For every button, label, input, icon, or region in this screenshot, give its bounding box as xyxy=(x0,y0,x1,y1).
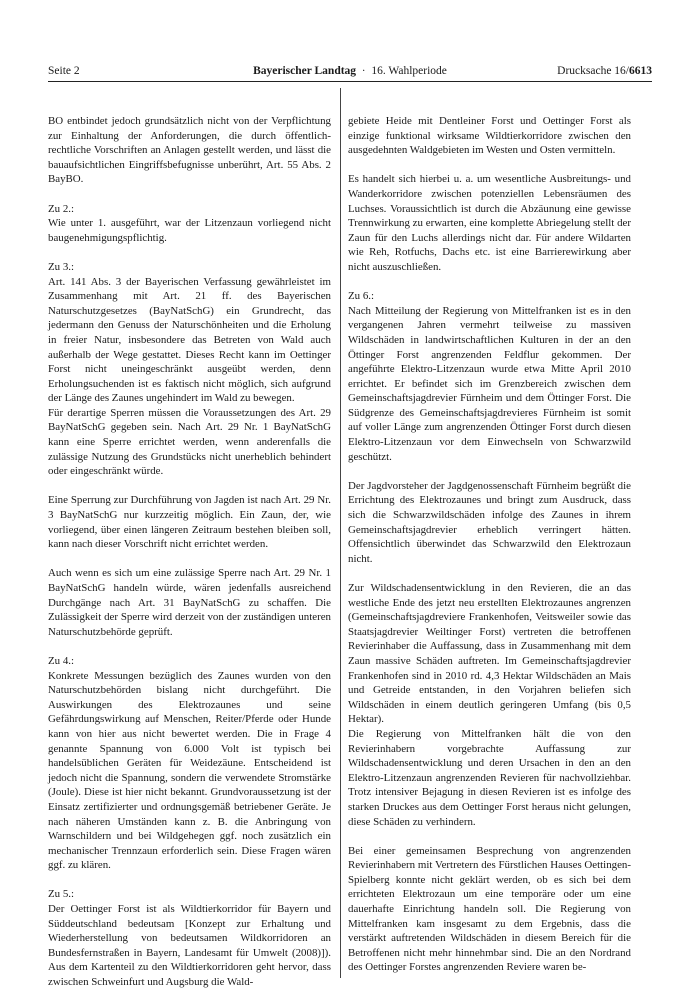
paragraph: Eine Sperrung zur Durchführung von Jagden ist nach Art. 29 Nr. 3 BayNatSchG nur kurzzeitig möglich. Ein Zaun, der, wie vorliegend, über einen längeren Zeitraum bestehen bleiben soll, kann nach dieser Vorschrift nicht errichtet werden. xyxy=(48,494,331,551)
parliament-name: Bayerischer Landtag xyxy=(253,65,357,77)
section-heading: Zu 5.: xyxy=(48,888,75,901)
paragraph: Wie unter 1. ausgeführt, war der Litzenzaun vorliegend nicht baugenehmigungspflichtig. xyxy=(48,217,331,244)
paragraph: Der Jagdvorsteher der Jagdgenossenschaft Fürnheim begrüßt die Errichtung des Elektrozaunes und bringt zum Ausdruck, dass sich die Schwarzwildschäden infolge des Zaunes in ihrem Gemeinschaftsjagdrevier erheblich verringert hätten. Offensichtlich überwindet das Schwarzwild den Elektrozaun nicht. xyxy=(348,479,631,565)
paragraph: Auch wenn es sich um eine zulässige Sperre nach Art. 29 Nr. 1 BayNatSchG handeln würde, wären jedenfalls ausreichend Durchgänge nach Art. 31 BayNatSchG zu schaffen. Die Zulässigkeit der Sperre wird derzeit von der zuständigen unteren Naturschutzbehörde geprüft. xyxy=(48,567,331,638)
paragraph: Konkrete Messungen bezüglich des Zaunes wurden von den Naturschutzbehörden bislang nicht durchgeführt. Die Auswirkungen des Elektrozaunes und seine Gefährdungswirkung auf Menschen, Reiter/Pferde oder Hunde kann von hier aus nicht bewertet werden. Die in Frage 4 genannte Spannung von 6.000 Volt ist typisch bei handelsüblichen Geräten für Weidezäune. Entscheidend ist jedoch nicht die Spannung, sondern die verwendete Stromstärke (Joule). Diese ist hier nicht bekannt. Grundvoraussetzung ist der Einsatz zertifizierter und ordnungsgemäß betriebener Geräte. Je nach näheren Umständen kann z. B. die Anbringung von Warnschildern und bei Wildgehegen ggf. noch zusätzlich ein mechanischer Trennzaun erforderlich sein. Diese Fragen wären ggf. zu klären. xyxy=(48,669,331,872)
page-number: Seite 2 xyxy=(48,65,80,77)
paragraph: Zur Wildschadensentwicklung in den Revieren, die an das westliche Ende des jetzt neu erstellten Elektrozaunes angrenzen (Gemeinschaftsjagdreviere Frankenhofen, Veitsweiler sowie das Staatsjagdrevier Weiltinger Forst) vertreten die betroffenen Revierinhaber die Auffassung, dass in Zusammenhang mit dem Zaun massive Schäden auftreten. Im Gemeinschaftsjagdrevier Frankenhofen sind in 2010 rd. 4,3 Hektar Wildschäden an Mais und Getreide entstanden, in den Vorjahren beliefen sich Wildschäden in einem deutlich geringeren Umfang (bis 0,5 Hektar). xyxy=(348,582,631,726)
section-heading: Zu 4.: xyxy=(48,654,75,667)
paragraph: Die Regierung von Mittelfranken hält die von den Revierinhabern vorgebrachte Auffassung zur Wildschadensentwicklung und deren Ursachen in den an den Elektro-Litzenzaun angrenzenden Revieren für nachvollziehbar. Trotz intensiver Bejagung in diesen Revieren ist es infolge des starken Druckes aus dem Oettinger Forst heraus nicht gelungen, diese Schäden zu verhindern. xyxy=(348,727,631,828)
header-separator: · xyxy=(361,65,366,77)
paragraph: Für derartige Sperren müssen die Voraussetzungen des Art. 29 BayNatSchG gegeben sein. Nach Art. 29 Nr. 1 BayNatSchG kann eine Sperre errichtet werden, wenn anderenfalls die zulässige Nutzung des Grundstücks nicht unerheblich behindert oder eingeschränkt würde. xyxy=(48,406,331,478)
header-rule xyxy=(48,81,652,82)
section-heading: Zu 3.: xyxy=(48,260,75,273)
right-column xyxy=(348,114,631,975)
column-divider xyxy=(340,88,341,978)
document-number: 6613 xyxy=(629,65,652,77)
document-prefix: Drucksache 16/ xyxy=(557,65,629,77)
paragraph: BO entbindet jedoch grundsätzlich nicht von der Verpflichtung zur Einhaltung der Anforderungen, die durch öffentlich-rechtliche Vorschriften an Anlagen gestellt werden, und lässt die bauaufsichtlichen Eingriffsbefugnisse unberührt, Art. 55 Abs. 2 BayBO. xyxy=(48,115,331,186)
section-heading: Zu 6.: xyxy=(348,290,375,303)
page-header xyxy=(48,63,652,81)
paragraph: Es handelt sich hierbei u. a. um wesentliche Ausbreitungs- und Wanderkorridore zwischen potenziellen Lebensräumen des Luchses. Voraussichtlich ist durch die Abzäunung eine gewisse Trennwirkung zu erwarten, eine komplette Abriegelung stellt der Zaun für den Luchs allerdings nicht dar. Für andere Wildarten wie Reh, Rotfuchs, Dachs etc. ist eine Barrierewirkung aber nicht auszuschließen. xyxy=(348,173,631,273)
paragraph: gebiete Heide mit Dentleiner Forst und Oettinger Forst als einzige funktional wirksame Wildtierkorridore zwischen den ausgedehnten Waldgebieten im Westen und Osten vermitteln. xyxy=(348,115,631,157)
paragraph: Art. 141 Abs. 3 der Bayerischen Verfassung gewährleistet im Zusammenhang mit Art. 21 ff. des Bayerischen Naturschutzgesetzes (BayNatSchG) ein Grundrecht, das jedermann den Genuss der Naturschönheiten und die Erholung in freier Natur, insbesondere das Betreten von Wald auch außerhalb der Wege gestattet. Dieses Recht kann im Oettinger Forst nicht uneingeschränkt ausgeübt werden, denn Erholungsuchenden ist es faktisch nicht möglich, sich aufgrund der Länge des Zaunes ungehindert im Wald zu bewegen. xyxy=(48,275,331,405)
left-column xyxy=(48,114,331,990)
legislative-period: 16. Wahlperiode xyxy=(371,65,447,77)
paragraph: Bei einer gemeinsamen Besprechung von angrenzenden Revierinhabern mit Vertretern des Fürstlichen Hauses Oettingen-Spielberg konnte nicht geklärt werden, ob es sich bei dem errichteten Elektrozaun um eine temporäre oder um eine dauerhafte Einrichtung handeln soll. Die Regierung von Mittelfranken kam insgesamt zu dem Ergebnis, dass die verstärkt auftretenden Wildschäden in diesem Bereich für die Betroffenen nicht mehr hinnehmbar sind. Die an den Nordrand des Oettinger Forstes angrenzenden Reviere waren be- xyxy=(348,844,631,974)
section-heading: Zu 2.: xyxy=(48,202,75,215)
paragraph: Der Oettinger Forst ist als Wildtierkorridor für Bayern und Süddeutschland bedeutsam [Konzept zur Erhaltung und Wiederherstellung von bedeutsamen Wildkorridoren an Bundesfernstraßen in Bayern, Landesamt für Umwelt (2008)]). Aus dem Kartenteil zu den Wildtierkorridoren geht hervor, dass zwischen Schweinfurt und Augsburg die Wald- xyxy=(48,903,331,989)
document-reference xyxy=(557,63,652,79)
paragraph: Nach Mitteilung der Regierung von Mittelfranken ist es in den vergangenen Jahren vermehrt teilweise zu massiven Wildschäden in landwirtschaftlichen Kulturen in der an den Öttinger Forst angrenzenden Feldflur gekommen. Der angeführte Elektro-Litzenzaun wurde etwa Mitte April 2010 errichtet. Er befindet sich im Grenzbereich zwischen dem Gemeinschaftsjagdrevier Fürnheim und dem Öttinger Forst. Die Südgrenze des Gemeinschaftsjagdrevieres Fürnheim ist somit auf voller Länge zum angrenzenden Öttinger Forst durch diesen Elektro-Litzenzaun vor dem Einwechseln von Schwarzwild geschützt. xyxy=(348,304,631,463)
